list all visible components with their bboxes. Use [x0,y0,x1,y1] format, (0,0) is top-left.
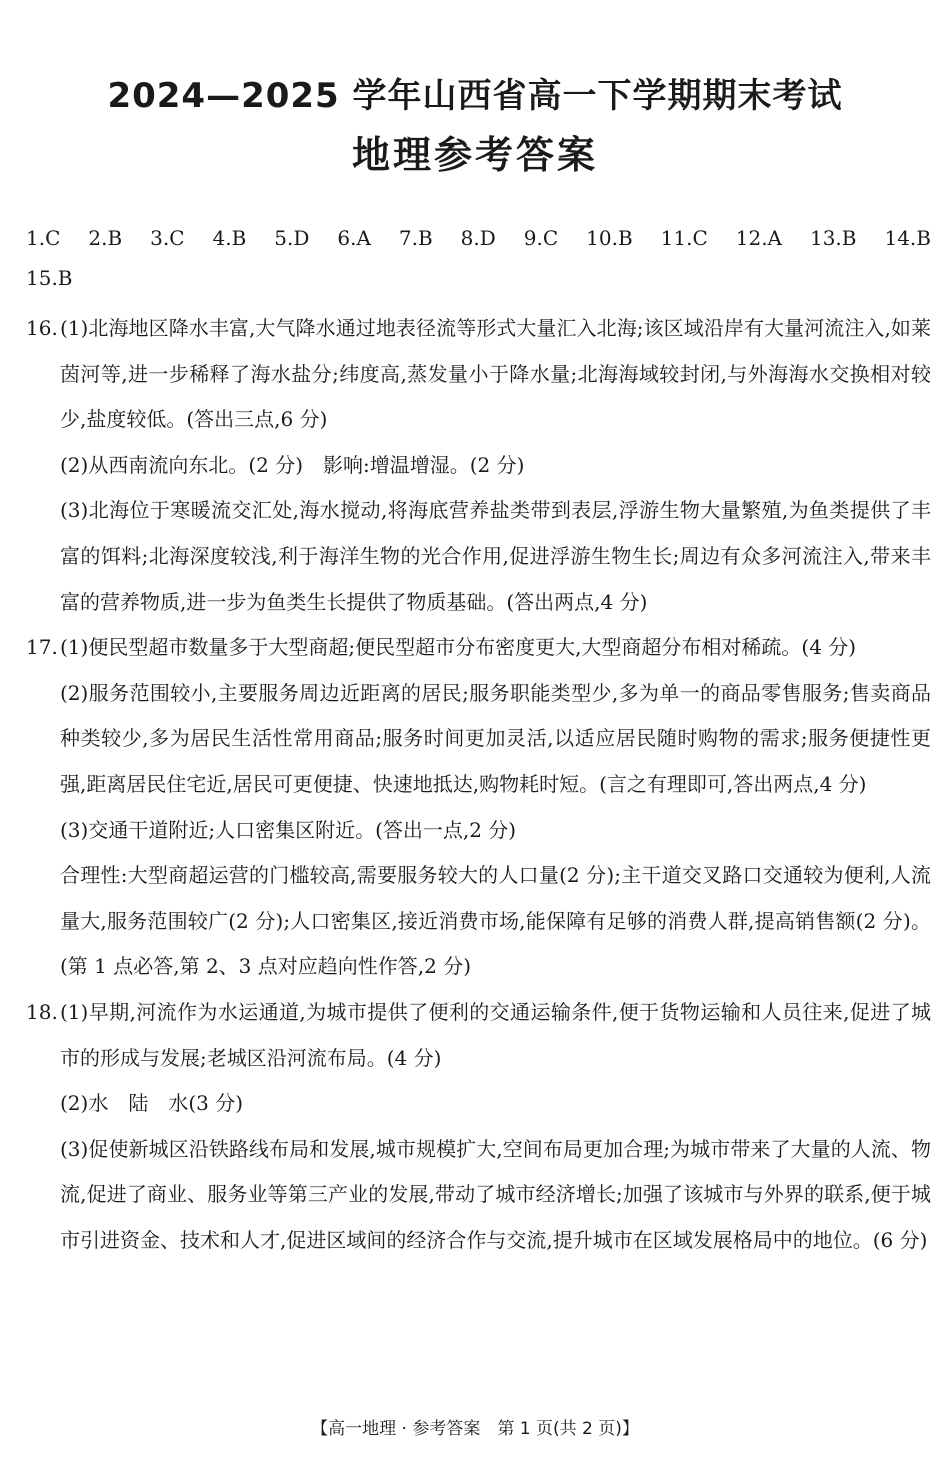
question-number: 18. [26,999,58,1024]
choice-answer: 7.B [398,226,433,250]
answer-paragraph: (3)交通干道附近;人口密集区附近。(答出一点,2 分) [60,817,517,842]
choice-answer: 13.B [809,226,857,250]
page-footer: 【高一地理 · 参考答案 第 1 页(共 2 页)】 [311,1419,639,1439]
question-16 [26,306,931,625]
choice-answer: 10.B [586,226,633,250]
choice-answer: 6.A [337,226,371,250]
choice-answer: 12.A [735,226,782,250]
choice-answer: 11.C [660,226,708,250]
choice-answers [26,218,931,298]
answer-paragraph: (2)服务范围较小,主要服务周边近距离的居民;服务职能类型少,多为单一的商品零售服务;售卖商品种类较少,多为居民生活性常用商品;服务时间更加灵活,以适应居民随时购物的需求;服务便捷性更强,距离居民住宅近,居民可更便捷、快速地抵达,购物耗时短。(言之有理即可,答出两点,4 分) [60,680,931,796]
question-17 [26,625,931,990]
question-18 [26,990,931,1264]
choice-answers-row-2 [26,258,931,298]
answer-paragraph: (3)北海位于寒暖流交汇处,海水搅动,将海底营养盐类带到表层,浮游生物大量繁殖,为鱼类提供了丰富的饵料;北海深度较浅,利于海洋生物的光合作用,促进浮游生物生长;周边有众多河流注入,带来丰富的营养物质,进一步为鱼类生长提供了物质基础。(答出两点,4 分) [60,498,931,614]
choice-answer: 3.C [150,226,185,250]
choice-answer: 8.D [460,226,496,250]
choice-answer: 4.B [212,226,247,250]
choice-answers-row-1 [26,218,931,258]
question-number: 16. [26,316,58,340]
question-number: 17. [26,635,58,660]
answer-paragraph: (1)早期,河流作为水运通道,为城市提供了便利的交通运输条件,便于货物运输和人员往来,促进了城市的形成与发展;老城区沿河流布局。(4 分) [60,999,931,1070]
answer-paragraph: (2)从西南流向东北。(2 分) 影响:增温增湿。(2 分) [60,452,525,477]
choice-answer: 15.B [26,266,73,290]
choice-answer: 9.C [523,226,559,250]
choice-answer: 14.B [884,226,931,250]
answer-paragraph: (2)水 陆 水(3 分) [60,1091,244,1116]
answer-paragraph: (1)北海地区降水丰富,大气降水通过地表径流等形式大量汇入北海;该区域沿岸有大量河流注入,如莱茵河等,进一步稀释了海水盐分;纬度高,蒸发量小于降水量;北海海域较封闭,与外海海水交换相对较少,盐度较低。(答出三点,6 分) [60,316,931,432]
answer-paragraph: (1)便民型超市数量多于大型商超;便民型超市分布密度更大,大型商超分布相对稀疏。(4 分) [60,635,857,660]
answer-key-title: 地理参考答案 [351,133,598,177]
answer-paragraph: (3)促使新城区沿铁路线布局和发展,城市规模扩大,空间布局更加合理;为城市带来了大量的人流、物流,促进了商业、服务业等第三产业的发展,带动了城市经济增长;加强了该城市与外界的联系,便于城市引进资金、技术和人才,促进区域间的经济合作与交流,提升城市在区域发展格局中的地位。(6 分) [60,1136,931,1252]
answer-content [26,306,931,1263]
answer-paragraph: 合理性:大型商超运营的门槛较高,需要服务较大的人口量(2 分);主干道交叉路口交通较为便利,人流量大,服务范围较广(2 分);人口密集区,接近消费市场,能保障有足够的消费人群,提高销售额(2 分)。(第 1 点必答,第 2、3 点对应趋向性作答,2 分) [60,863,931,979]
exam-title: 2024—2025 学年山西省高一下学期期末考试 [107,76,843,116]
choice-answer: 1.C [26,226,61,250]
choice-answer: 5.D [274,226,310,250]
choice-answer: 2.B [88,226,123,250]
